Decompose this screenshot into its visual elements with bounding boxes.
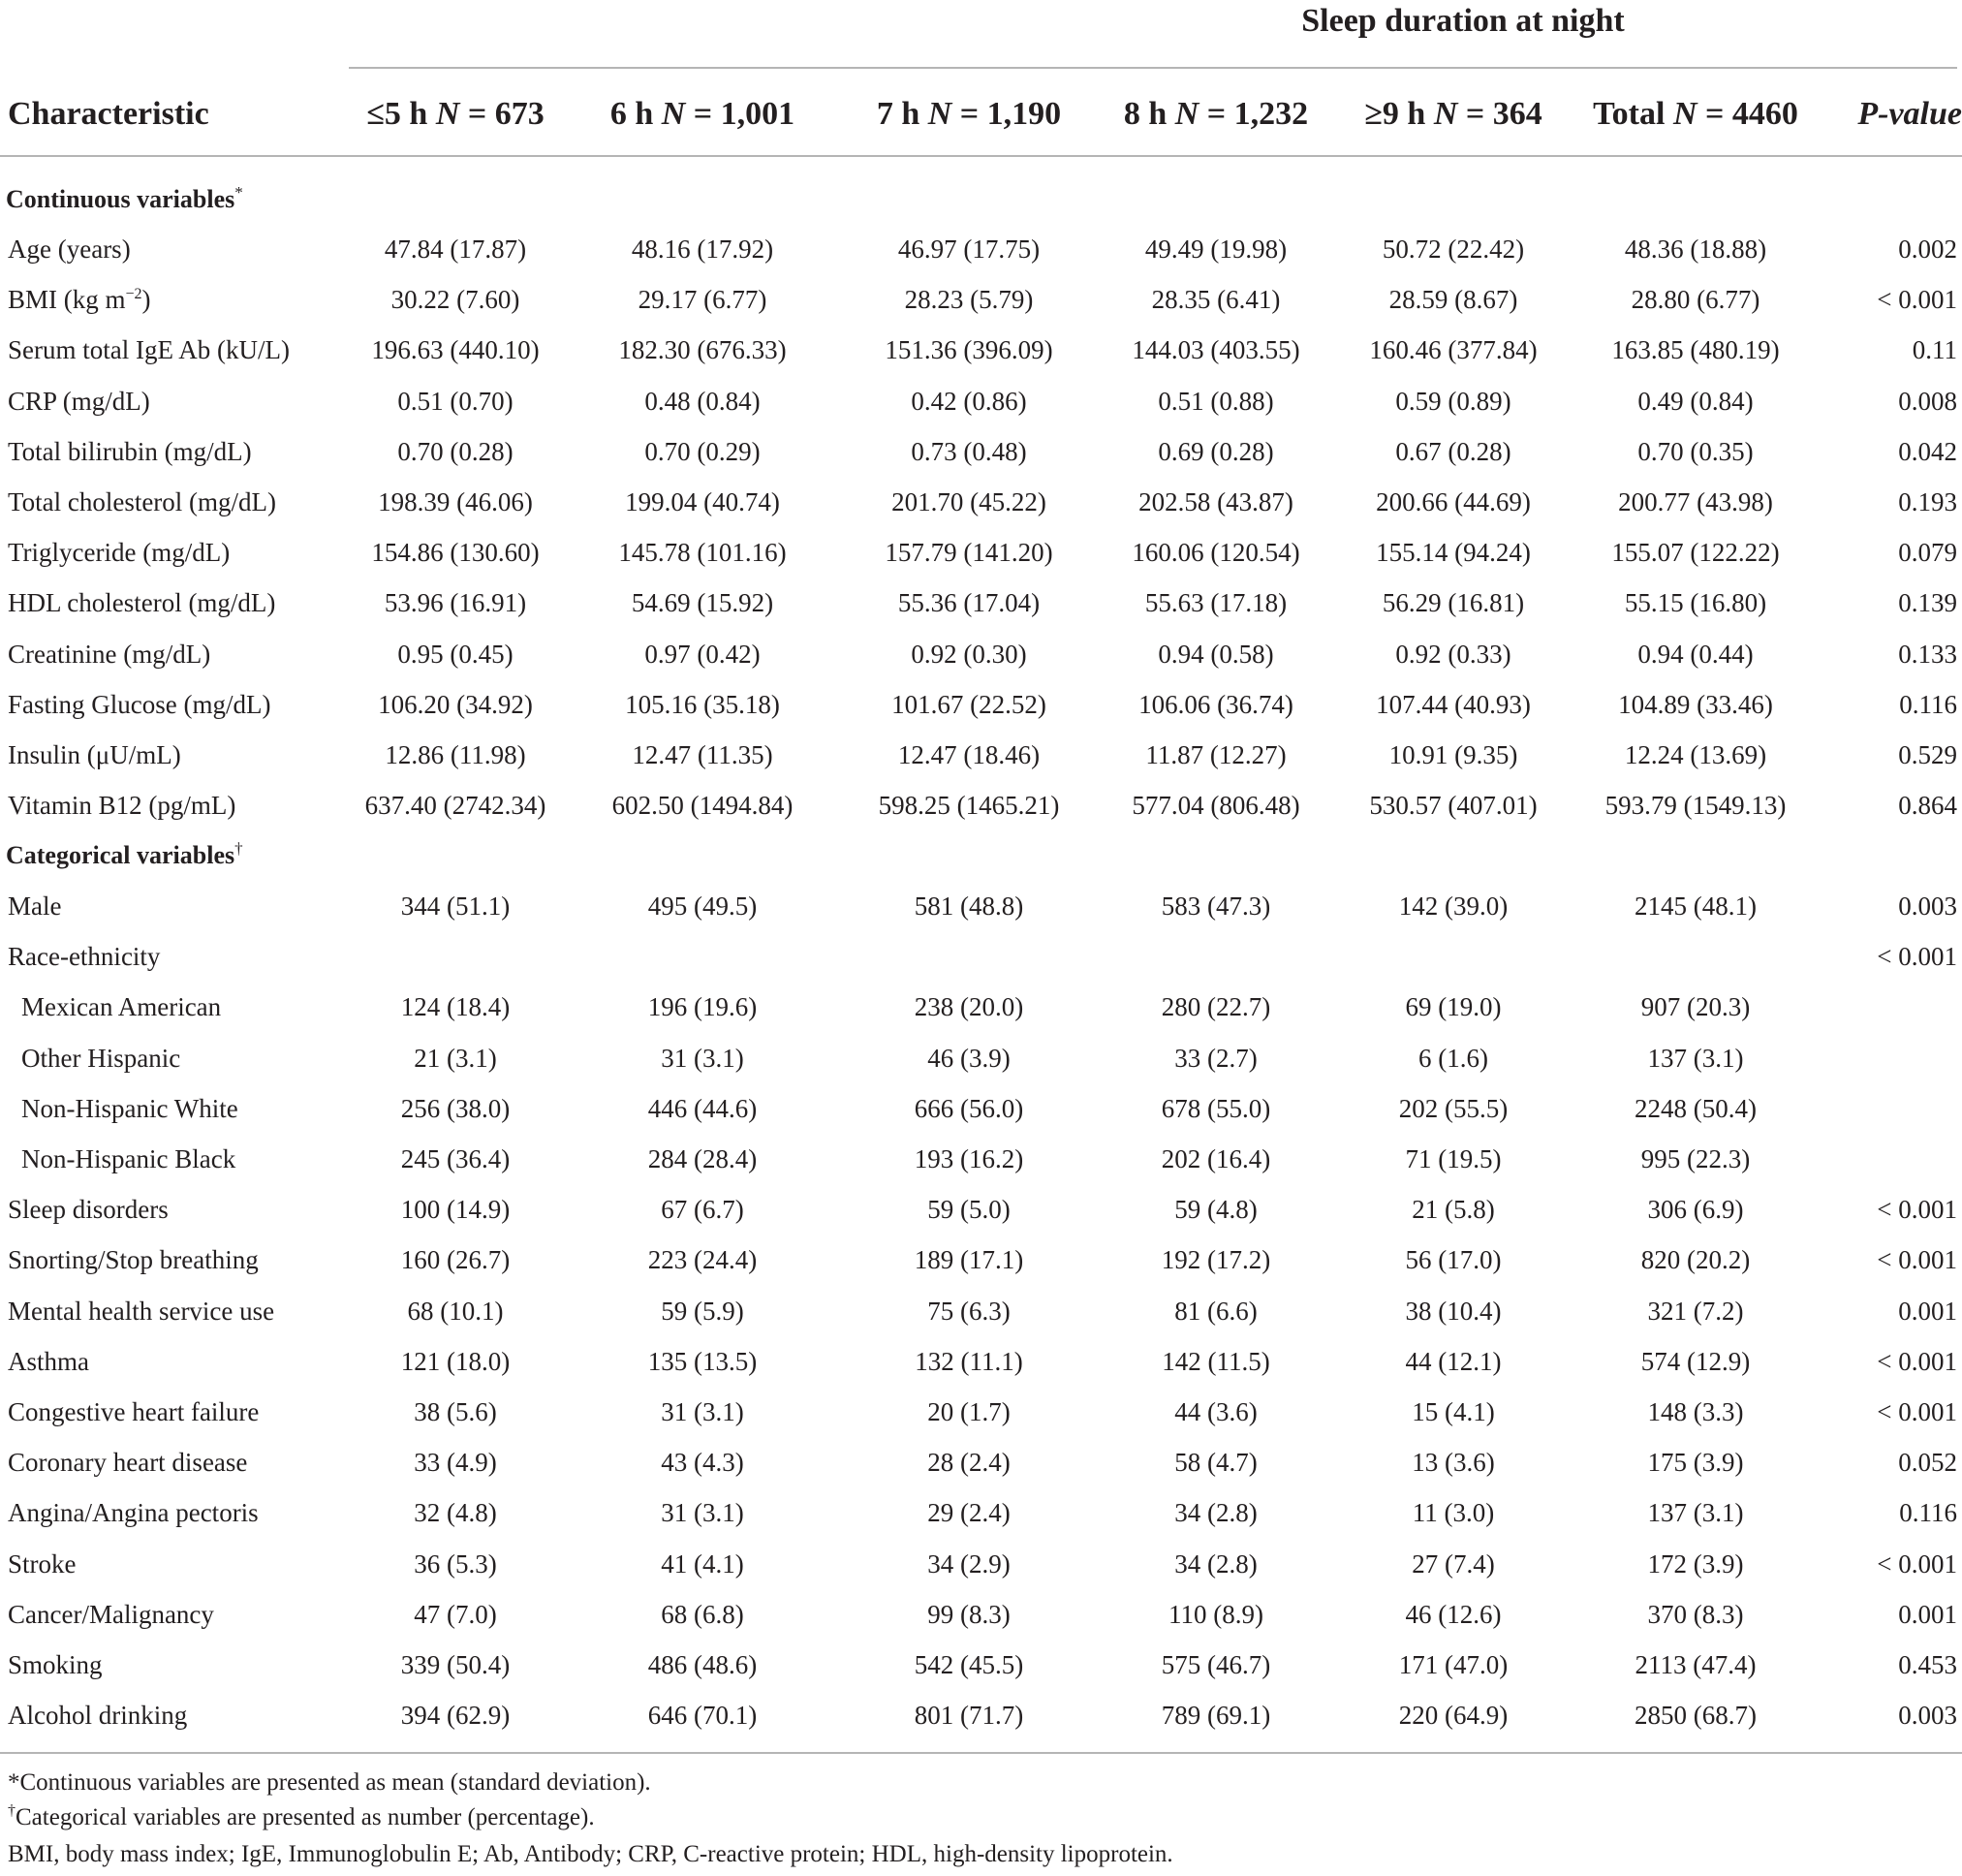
p-value-cell: 0.453 (1898, 1650, 1957, 1679)
row-label: Snorting/Stop breathing (8, 1245, 259, 1274)
table-cell: 124 (18.4) (400, 992, 511, 1021)
table-cell: 34 (2.9) (927, 1549, 1011, 1579)
header-col-n-value: = 1,190 (959, 96, 1062, 132)
row-label: Vitamin B12 (pg/mL) (8, 791, 236, 820)
table-cell: 0.51 (0.70) (397, 387, 514, 416)
table-cell: 56 (17.0) (1405, 1245, 1502, 1274)
p-value-cell: 0.079 (1898, 538, 1957, 567)
group-rule (349, 67, 1957, 69)
header-col-group: 7 h (876, 96, 920, 132)
row-label: Cancer/Malignancy (8, 1600, 214, 1629)
table-cell: 446 (44.6) (647, 1094, 758, 1123)
p-value-cell: 0.003 (1898, 891, 1957, 921)
table-cell: 49.49 (19.98) (1144, 234, 1288, 264)
table-cell: 581 (48.8) (914, 891, 1024, 921)
table-cell: 542 (45.5) (914, 1650, 1024, 1679)
footnote-abbreviations: BMI, body mass index; IgE, Immunoglobulin E; Ab, Antibody; CRP, C-reactive protein; HDL, high-density lipoprotein. (8, 1841, 1173, 1867)
row-label: Asthma (8, 1347, 89, 1376)
table-cell: 55.36 (17.04) (897, 588, 1041, 617)
table-cell: 175 (3.9) (1647, 1448, 1744, 1477)
table-cell: 29.17 (6.77) (638, 285, 767, 314)
table-cell: 321 (7.2) (1647, 1297, 1744, 1326)
row-label (8, 283, 151, 316)
table-cell: 6 (1.6) (1418, 1044, 1488, 1073)
footnote-continuous (8, 1767, 651, 1798)
table-cell: 12.47 (18.46) (897, 740, 1041, 769)
row-label: Congestive heart failure (8, 1397, 260, 1426)
table-cell: 38 (10.4) (1405, 1297, 1502, 1326)
table-cell: 530.57 (407.01) (1369, 791, 1538, 820)
table-cell: 486 (48.6) (647, 1650, 758, 1679)
header-characteristic: Characteristic (8, 96, 209, 132)
table-cell: 55.63 (17.18) (1144, 588, 1288, 617)
bmi-label-base: BMI (kg m (8, 285, 126, 314)
row-label: Serum total IgE Ab (kU/L) (8, 335, 290, 364)
table-cell: 0.92 (0.33) (1395, 640, 1511, 669)
row-label: Male (8, 891, 62, 921)
table-cell: 34 (2.8) (1174, 1549, 1258, 1579)
section-categorical (6, 839, 243, 872)
p-value-cell: < 0.001 (1877, 1397, 1957, 1426)
row-label: Insulin (μU/mL) (8, 740, 181, 769)
table-cell: 646 (70.1) (647, 1701, 758, 1730)
table-cell: 68 (6.8) (661, 1600, 744, 1629)
header-col-3 (1095, 93, 1337, 136)
row-label: Other Hispanic (21, 1044, 181, 1073)
table-cell: 12.24 (13.69) (1624, 740, 1767, 769)
table-cell: 81 (6.6) (1174, 1297, 1258, 1326)
p-value-cell: < 0.001 (1877, 942, 1957, 971)
table-cell: 69 (19.0) (1405, 992, 1502, 1021)
header-col-group: Total (1593, 96, 1666, 132)
footnote-categorical-text: Categorical variables are presented as number (percentage). (16, 1804, 595, 1830)
table-cell: 0.67 (0.28) (1395, 437, 1511, 466)
section-categorical-mark: † (234, 839, 243, 858)
table-cell: 0.70 (0.28) (397, 437, 514, 466)
table-cell: 160.46 (377.84) (1369, 335, 1538, 364)
row-label: Age (years) (8, 234, 131, 264)
table-cell: 199.04 (40.74) (625, 487, 780, 516)
table-cell: 593.79 (1549.13) (1604, 791, 1787, 820)
header-col-group: ≤5 h (366, 96, 428, 132)
table-cell: 200.66 (44.69) (1376, 487, 1531, 516)
table-cell: 284 (28.4) (647, 1144, 758, 1173)
row-label: Fasting Glucose (mg/dL) (8, 690, 271, 719)
row-label: Race-ethnicity (8, 942, 161, 971)
table-cell: 71 (19.5) (1405, 1144, 1502, 1173)
header-pvalue: P-value (1857, 96, 1962, 132)
p-value-cell: 0.042 (1898, 437, 1957, 466)
bmi-label-exponent: −2 (125, 286, 142, 302)
table-cell: 0.92 (0.30) (911, 640, 1027, 669)
table-cell: 678 (55.0) (1161, 1094, 1271, 1123)
table-cell: 144.03 (403.55) (1132, 335, 1300, 364)
table-cell: 189 (17.1) (914, 1245, 1024, 1274)
p-value-cell: 0.864 (1898, 791, 1957, 820)
header-col-2 (848, 93, 1090, 136)
table-cell: 21 (3.1) (414, 1044, 497, 1073)
table-cell: 50.72 (22.42) (1382, 234, 1525, 264)
row-label: Total cholesterol (mg/dL) (8, 487, 277, 516)
table-cell: 30.22 (7.60) (390, 285, 520, 314)
table-cell: 598.25 (1465.21) (878, 791, 1060, 820)
table-cell: 182.30 (676.33) (618, 335, 787, 364)
table-cell: 155.07 (122.22) (1611, 538, 1780, 567)
table-cell: 33 (4.9) (414, 1448, 497, 1477)
header-col-n-value: = 1,232 (1206, 96, 1309, 132)
table-cell: 101.67 (22.52) (891, 690, 1046, 719)
table-cell: 0.59 (0.89) (1395, 387, 1511, 416)
table-cell: 47.84 (17.87) (384, 234, 527, 264)
row-label: CRP (mg/dL) (8, 387, 150, 416)
table-cell: 48.16 (17.92) (631, 234, 774, 264)
table-cell: 193 (16.2) (914, 1144, 1024, 1173)
table-cell: 192 (17.2) (1161, 1245, 1271, 1274)
table-cell: 106.06 (36.74) (1138, 690, 1293, 719)
p-value-cell: 0.193 (1898, 487, 1957, 516)
table-cell: 148 (3.3) (1647, 1397, 1744, 1426)
table-cell: 0.70 (0.29) (644, 437, 761, 466)
row-label: Triglyceride (mg/dL) (8, 538, 231, 567)
header-col-n-label: N (927, 96, 952, 132)
p-value-cell: < 0.001 (1877, 285, 1957, 314)
table-cell: 995 (22.3) (1640, 1144, 1751, 1173)
table-cell: 0.51 (0.88) (1158, 387, 1274, 416)
table-cell: 0.94 (0.44) (1637, 640, 1754, 669)
table-cell: 135 (13.5) (647, 1347, 758, 1376)
header-col-n-value: = 364 (1465, 96, 1542, 132)
header-col-0 (334, 93, 576, 136)
header-col-n-value: = 1,001 (693, 96, 795, 132)
table-cell: 46 (12.6) (1405, 1600, 1502, 1629)
footnote-continuous-text: Continuous variables are presented as mean (standard deviation). (19, 1769, 651, 1796)
table-cell: 160.06 (120.54) (1132, 538, 1300, 567)
p-value-cell: 0.002 (1898, 234, 1957, 264)
table-cell: 59 (5.0) (927, 1195, 1011, 1224)
table-cell: 10.91 (9.35) (1388, 740, 1518, 769)
p-value-cell: 0.001 (1898, 1297, 1957, 1326)
table-cell: 495 (49.5) (647, 891, 758, 921)
row-label: Angina/Angina pectoris (8, 1498, 259, 1527)
table-cell: 33 (2.7) (1174, 1044, 1258, 1073)
row-label: Stroke (8, 1549, 77, 1579)
header-col-n-value: = 4460 (1705, 96, 1798, 132)
table-cell: 11 (3.0) (1412, 1498, 1495, 1527)
header-col-4 (1332, 93, 1574, 136)
table-cell: 200.77 (43.98) (1618, 487, 1773, 516)
column-group-title: Sleep duration at night (1301, 3, 1625, 39)
table-cell: 106.20 (34.92) (378, 690, 533, 719)
table-cell: 59 (4.8) (1174, 1195, 1258, 1224)
table-cell: 256 (38.0) (400, 1094, 511, 1123)
p-value-cell: 0.11 (1912, 335, 1957, 364)
table-cell: 145.78 (101.16) (618, 538, 787, 567)
header-col-n-label: N (1433, 96, 1458, 132)
table-cell: 154.86 (130.60) (371, 538, 540, 567)
table-cell: 171 (47.0) (1398, 1650, 1509, 1679)
row-label: Smoking (8, 1650, 103, 1679)
header-rule (0, 155, 1962, 157)
table-cell: 245 (36.4) (400, 1144, 511, 1173)
table-cell: 43 (4.3) (661, 1448, 744, 1477)
table-cell: 172 (3.9) (1647, 1549, 1744, 1579)
table-cell: 202 (16.4) (1161, 1144, 1271, 1173)
row-label: Total bilirubin (mg/dL) (8, 437, 252, 466)
table-cell: 238 (20.0) (914, 992, 1024, 1021)
table-cell: 907 (20.3) (1640, 992, 1751, 1021)
table-cell: 46 (3.9) (927, 1044, 1011, 1073)
table-cell: 151.36 (396.09) (885, 335, 1053, 364)
table-cell: 0.48 (0.84) (644, 387, 761, 416)
table-cell: 55.15 (16.80) (1624, 588, 1767, 617)
table-cell: 344 (51.1) (400, 891, 511, 921)
bmi-label-close: ) (141, 285, 151, 314)
row-label: Non-Hispanic White (21, 1094, 238, 1123)
p-value-cell: 0.116 (1899, 1498, 1957, 1527)
table-cell: 100 (14.9) (400, 1195, 511, 1224)
table-cell: 132 (11.1) (915, 1347, 1023, 1376)
table-cell: 20 (1.7) (927, 1397, 1011, 1426)
table-cell: 0.69 (0.28) (1158, 437, 1274, 466)
table-cell: 201.70 (45.22) (891, 487, 1046, 516)
table-cell: 339 (50.4) (400, 1650, 511, 1679)
p-value-cell: 0.139 (1898, 588, 1957, 617)
table-cell: 34 (2.8) (1174, 1498, 1258, 1527)
table-cell: 28.35 (6.41) (1151, 285, 1281, 314)
table-cell: 44 (3.6) (1174, 1397, 1258, 1426)
table-cell: 29 (2.4) (927, 1498, 1011, 1527)
header-col-group: ≥9 h (1364, 96, 1426, 132)
section-categorical-title: Categorical variables (6, 841, 235, 869)
table-cell: 0.49 (0.84) (1637, 387, 1754, 416)
table-cell: 2145 (48.1) (1635, 891, 1757, 921)
header-col-n-label: N (435, 96, 460, 132)
table-cell: 801 (71.7) (914, 1701, 1024, 1730)
table-cell: 223 (24.4) (647, 1245, 758, 1274)
table-cell: 160 (26.7) (400, 1245, 511, 1274)
header-col-n-value: = 673 (467, 96, 545, 132)
row-label: Mental health service use (8, 1297, 275, 1326)
table-cell: 820 (20.2) (1640, 1245, 1751, 1274)
table-cell: 67 (6.7) (661, 1195, 744, 1224)
table-cell: 44 (12.1) (1405, 1347, 1502, 1376)
table-cell: 56.29 (16.81) (1382, 588, 1525, 617)
table-cell: 27 (7.4) (1412, 1549, 1495, 1579)
table-cell: 220 (64.9) (1398, 1701, 1509, 1730)
table-cell: 2248 (50.4) (1635, 1094, 1757, 1123)
table-cell: 202.58 (43.87) (1138, 487, 1293, 516)
table-cell: 155.14 (94.24) (1376, 538, 1531, 567)
table-cell: 666 (56.0) (914, 1094, 1024, 1123)
p-value-cell: 0.133 (1898, 640, 1957, 669)
p-value-cell: 0.003 (1898, 1701, 1957, 1730)
header-col-1 (581, 93, 824, 136)
row-label: HDL cholesterol (mg/dL) (8, 588, 276, 617)
p-value-cell: < 0.001 (1877, 1195, 1957, 1224)
table-cell: 53.96 (16.91) (384, 588, 527, 617)
table-cell: 31 (3.1) (661, 1044, 744, 1073)
table-cell: 0.42 (0.86) (911, 387, 1027, 416)
table-cell: 48.36 (18.88) (1624, 234, 1767, 264)
table-cell: 11.87 (12.27) (1145, 740, 1287, 769)
table-cell: 46.97 (17.75) (897, 234, 1041, 264)
table-cell: 38 (5.6) (414, 1397, 497, 1426)
section-continuous-title: Continuous variables (6, 185, 235, 213)
table-cell: 0.97 (0.42) (644, 640, 761, 669)
table-cell: 105.16 (35.18) (625, 690, 780, 719)
table-cell: 28.80 (6.77) (1631, 285, 1760, 314)
footnote-continuous-mark: * (8, 1769, 20, 1796)
row-label: Coronary heart disease (8, 1448, 248, 1477)
table-cell: 0.70 (0.35) (1637, 437, 1754, 466)
table-cell: 394 (62.9) (400, 1701, 511, 1730)
table-cell: 577.04 (806.48) (1132, 791, 1300, 820)
table-cell: 47 (7.0) (414, 1600, 497, 1629)
table-cell: 0.94 (0.58) (1158, 640, 1274, 669)
table-cell: 54.69 (15.92) (631, 588, 774, 617)
table-cell: 2850 (68.7) (1635, 1701, 1757, 1730)
table-cell: 280 (22.7) (1161, 992, 1271, 1021)
table-cell: 31 (3.1) (661, 1397, 744, 1426)
header-col-n-label: N (1174, 96, 1199, 132)
table-cell: 21 (5.8) (1412, 1195, 1495, 1224)
p-value-cell: 0.008 (1898, 387, 1957, 416)
row-label: Creatinine (mg/dL) (8, 640, 211, 669)
table-cell: 370 (8.3) (1647, 1600, 1744, 1629)
table-cell: 196.63 (440.10) (371, 335, 540, 364)
table-cell: 104.89 (33.46) (1618, 690, 1773, 719)
table-cell: 575 (46.7) (1161, 1650, 1271, 1679)
header-col-group: 8 h (1123, 96, 1168, 132)
row-label: Alcohol drinking (8, 1701, 188, 1730)
table-cell: 142 (11.5) (1162, 1347, 1270, 1376)
table-cell: 31 (3.1) (661, 1498, 744, 1527)
p-value-cell: 0.116 (1899, 690, 1957, 719)
table-cell: 68 (10.1) (407, 1297, 504, 1326)
footer-rule (0, 1752, 1962, 1754)
table-cell: 32 (4.8) (414, 1498, 497, 1527)
p-value-cell: < 0.001 (1877, 1549, 1957, 1579)
p-value-cell: 0.001 (1898, 1600, 1957, 1629)
table-cell: 637.40 (2742.34) (364, 791, 546, 820)
table-cell: 36 (5.3) (414, 1549, 497, 1579)
table-cell: 28.59 (8.67) (1388, 285, 1518, 314)
table-cell: 2113 (47.4) (1635, 1650, 1757, 1679)
table-cell: 789 (69.1) (1161, 1701, 1271, 1730)
header-col-n-label: N (1672, 96, 1697, 132)
row-label: Non-Hispanic Black (21, 1144, 236, 1173)
p-value-cell: < 0.001 (1877, 1245, 1957, 1274)
table-cell: 15 (4.1) (1412, 1397, 1495, 1426)
table-cell: 137 (3.1) (1647, 1498, 1744, 1527)
table-cell: 137 (3.1) (1647, 1044, 1744, 1073)
table-cell: 58 (4.7) (1174, 1448, 1258, 1477)
table-cell: 75 (6.3) (927, 1297, 1011, 1326)
section-continuous (6, 183, 243, 216)
header-col-group: 6 h (609, 96, 654, 132)
p-value-cell: 0.052 (1898, 1448, 1957, 1477)
table-cell: 163.85 (480.19) (1611, 335, 1780, 364)
table-cell: 574 (12.9) (1640, 1347, 1751, 1376)
row-label: Sleep disorders (8, 1195, 169, 1224)
table-cell: 12.86 (11.98) (385, 740, 526, 769)
table-cell: 13 (3.6) (1412, 1448, 1495, 1477)
header-col-5 (1574, 93, 1817, 136)
row-label: Mexican American (21, 992, 222, 1021)
table-cell: 59 (5.9) (661, 1297, 744, 1326)
table-cell: 202 (55.5) (1398, 1094, 1509, 1123)
table-cell: 142 (39.0) (1398, 891, 1509, 921)
table-cell: 110 (8.9) (1168, 1600, 1263, 1629)
table-cell: 306 (6.9) (1647, 1195, 1744, 1224)
table-cell: 602.50 (1494.84) (611, 791, 794, 820)
p-value-cell: < 0.001 (1877, 1347, 1957, 1376)
table-cell: 121 (18.0) (400, 1347, 511, 1376)
table-cell: 28 (2.4) (927, 1448, 1011, 1477)
table-cell: 12.47 (11.35) (632, 740, 773, 769)
p-value-cell: 0.529 (1898, 740, 1957, 769)
table-cell: 107.44 (40.93) (1376, 690, 1531, 719)
table-cell: 583 (47.3) (1161, 891, 1271, 921)
footnote-categorical (8, 1802, 595, 1833)
header-col-n-label: N (661, 96, 686, 132)
table-cell: 28.23 (5.79) (904, 285, 1034, 314)
table-cell: 157.79 (141.20) (885, 538, 1053, 567)
table-cell: 198.39 (46.06) (378, 487, 533, 516)
table-cell: 196 (19.6) (647, 992, 758, 1021)
table-cell: 0.95 (0.45) (397, 640, 514, 669)
footnote-categorical-mark: † (8, 1802, 16, 1819)
section-continuous-mark: * (234, 183, 243, 202)
table-cell: 0.73 (0.48) (911, 437, 1027, 466)
table-cell: 41 (4.1) (661, 1549, 744, 1579)
table-cell: 99 (8.3) (927, 1600, 1011, 1629)
